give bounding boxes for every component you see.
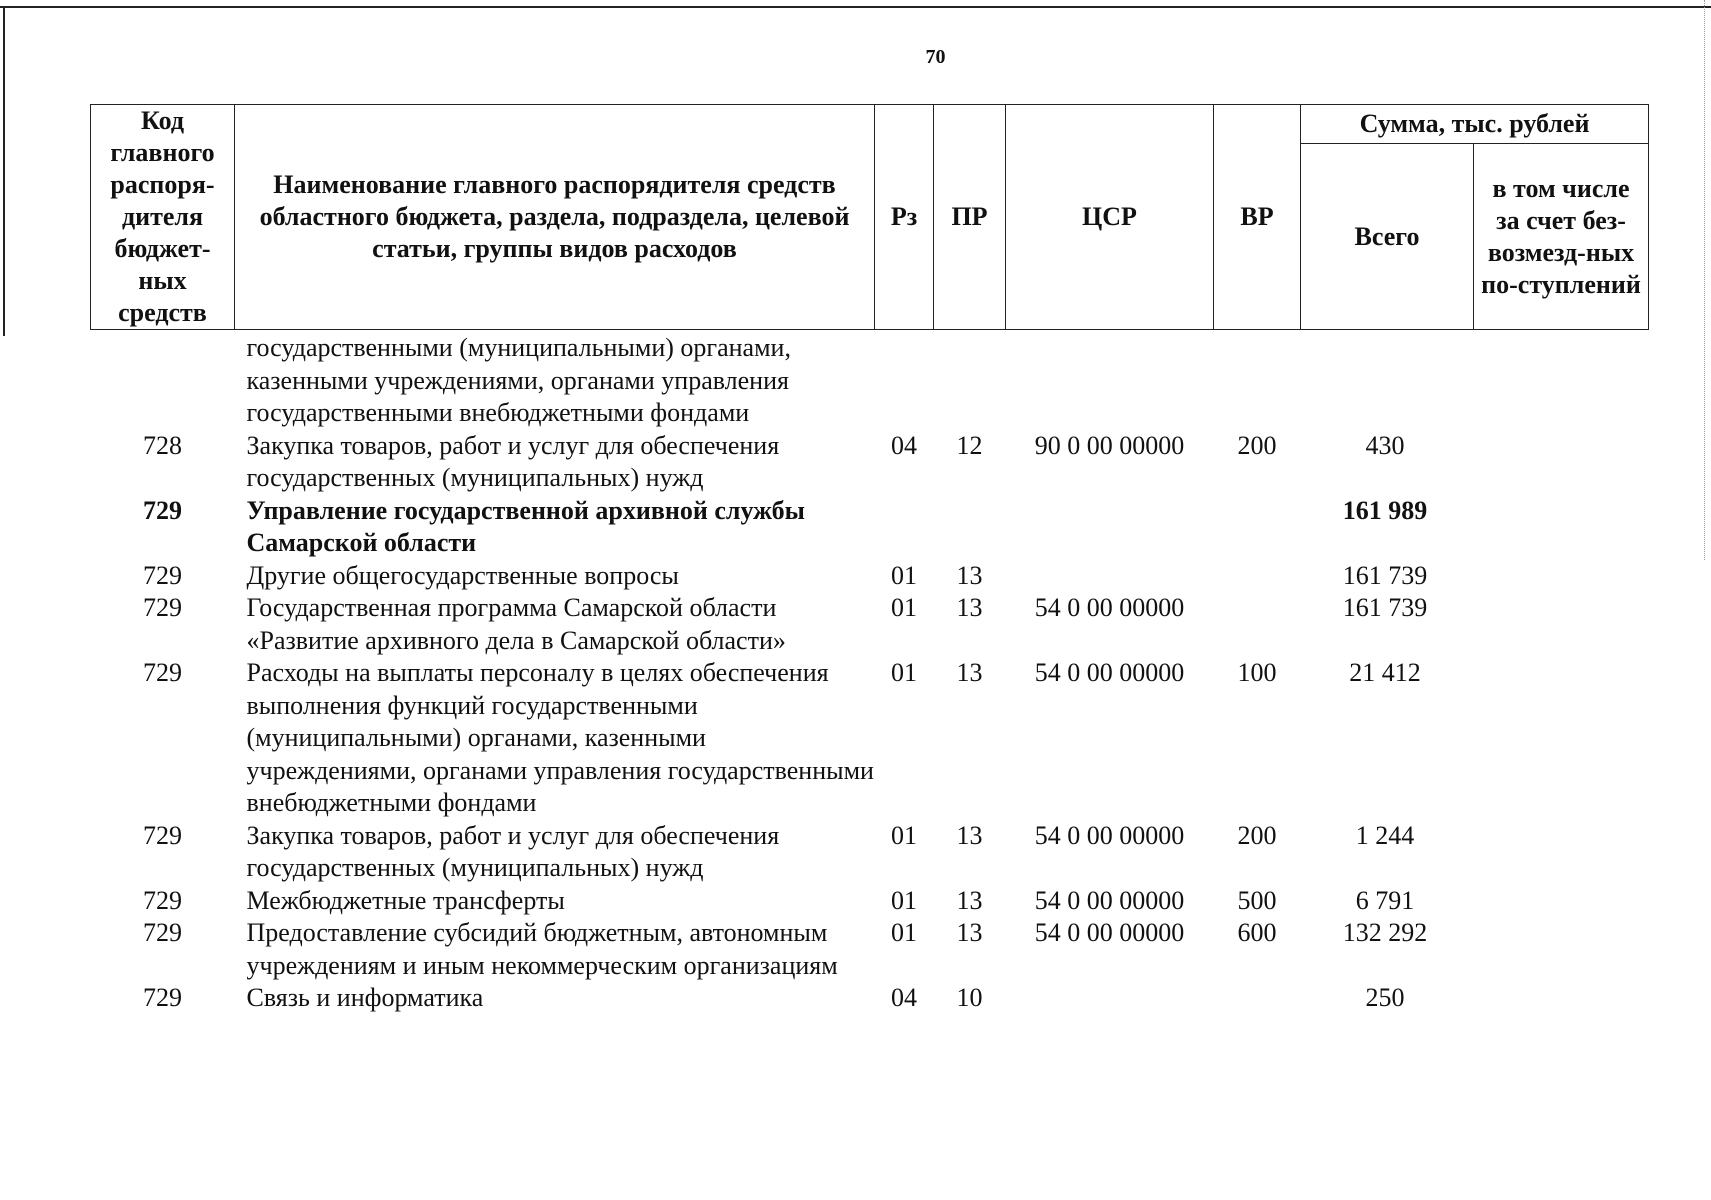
cell-name: Закупка товаров, работ и услуг для обеспечения государственных (муниципальных) нужд: [246, 820, 780, 882]
cell-incl: [1474, 330, 1649, 430]
scan-border-right: [1704, 0, 1705, 560]
cell-total: 430: [1365, 430, 1405, 460]
cell-csr: 54 0 00 00000: [1034, 593, 1185, 622]
cell-pr: 13: [956, 658, 983, 687]
cell-incl: [1474, 917, 1649, 982]
cell-code: 728: [143, 430, 182, 460]
cell-csr: 54 0 00 00000: [1034, 885, 1185, 915]
cell-pr: 13: [956, 885, 983, 915]
cell-pr: 13: [956, 593, 983, 622]
header-sum-group: Сумма, тыс. рублей: [1301, 105, 1649, 144]
cell-vr: [1214, 495, 1301, 560]
cell-vr: [1214, 560, 1301, 593]
cell-vr: 200: [1237, 820, 1277, 850]
cell-pr: [934, 330, 1006, 430]
cell-rz: [875, 495, 934, 560]
table-row: [91, 495, 1649, 560]
header-pr: ПР: [934, 105, 1006, 330]
cell-rz: 04: [891, 430, 917, 460]
cell-rz: 01: [891, 820, 917, 850]
cell-rz: [875, 330, 934, 430]
cell-total: 6 791: [1355, 885, 1415, 915]
header-code: Код главного распоря-дителя бюджет-ных средств: [91, 105, 235, 330]
cell-incl: [1474, 430, 1649, 495]
header-name: Наименование главного распорядителя средств областного бюджета, раздела, подраздела, целевой статьи, группы видов расходов: [235, 105, 875, 330]
cell-code: 729: [143, 885, 182, 915]
cell-vr: 200: [1237, 430, 1277, 460]
cell-rz: 01: [891, 560, 917, 590]
table-row: [91, 560, 1649, 593]
cell-name: Расходы на выплаты персоналу в целях обеспечения выполнения функций государственными (муниципальными) органами, казенными учреждениями, органами управления государственными внебюджетными фондами: [246, 658, 874, 817]
cell-name: Межбюджетные трансферты: [246, 885, 565, 915]
cell-pr: 13: [956, 820, 983, 850]
table-row: [91, 592, 1649, 657]
cell-pr: 13: [956, 560, 983, 590]
cell-total: 132 292: [1342, 918, 1428, 947]
cell-name: Управление государственной архивной службы Самарской области: [246, 495, 805, 557]
table-row: [91, 885, 1649, 918]
table-row: [91, 330, 1649, 430]
cell-total: 161 739: [1342, 560, 1428, 590]
cell-rz: 01: [891, 593, 917, 622]
cell-vr: [1214, 982, 1301, 1015]
header-vr: ВР: [1214, 105, 1301, 330]
table-row: [91, 820, 1649, 885]
cell-vr: 500: [1237, 885, 1277, 915]
cell-csr: [1006, 330, 1214, 430]
cell-code: 729: [143, 495, 182, 525]
cell-incl: [1474, 495, 1649, 560]
table-row: [91, 917, 1649, 982]
cell-total: 161 739: [1342, 593, 1428, 622]
cell-vr: 600: [1237, 918, 1277, 947]
header-total: Всего: [1301, 144, 1474, 330]
table-row: [91, 982, 1649, 1015]
cell-code: 729: [143, 820, 182, 850]
cell-total: 161 989: [1342, 495, 1428, 525]
cell-rz: 01: [891, 918, 917, 947]
cell-csr: 54 0 00 00000: [1034, 820, 1185, 850]
cell-csr: 90 0 00 00000: [1034, 430, 1185, 460]
cell-vr: [1214, 330, 1301, 430]
cell-csr: [1006, 560, 1214, 593]
cell-rz: 04: [891, 983, 917, 1012]
table-row: [91, 430, 1649, 495]
cell-code: 729: [143, 593, 182, 622]
cell-rz: 01: [891, 885, 917, 915]
cell-code: 729: [143, 983, 182, 1012]
cell-total: 1 244: [1355, 820, 1415, 850]
cell-incl: [1474, 885, 1649, 918]
cell-code: 729: [143, 658, 182, 687]
cell-pr: 12: [956, 430, 983, 460]
cell-name: Государственная программа Самарской области «Развитие архивного дела в Самарской области»: [246, 593, 786, 655]
cell-total: [1301, 330, 1474, 430]
cell-csr: [1006, 495, 1214, 560]
cell-code: 729: [143, 560, 182, 590]
header-rz: Рз: [875, 105, 934, 330]
cell-name: Другие общегосударственные вопросы: [246, 560, 679, 590]
cell-name: Предоставление субсидий бюджетным, автономным учреждениям и иным некоммерческим организациям: [246, 918, 838, 980]
cell-csr: 54 0 00 00000: [1034, 918, 1185, 947]
header-incl: в том числе за счет без-возмезд-ных по-ступлений: [1474, 144, 1649, 330]
cell-total: 250: [1365, 983, 1405, 1012]
cell-name: Закупка товаров, работ и услуг для обеспечения государственных (муниципальных) нужд: [246, 430, 780, 492]
table-body: [91, 330, 1649, 1015]
cell-vr: [1214, 592, 1301, 657]
cell-name: Связь и информатика: [246, 983, 484, 1012]
cell-csr: 54 0 00 00000: [1034, 658, 1185, 687]
cell-pr: 10: [956, 983, 983, 1012]
cell-incl: [1474, 560, 1649, 593]
cell-code: [91, 330, 235, 430]
cell-pr: [934, 495, 1006, 560]
cell-name: государственными (муниципальными) органами, казенными учреждениями, органами управления государственными внебюджетными фондами: [246, 333, 791, 427]
cell-rz: 01: [891, 658, 917, 687]
table-row: [91, 657, 1649, 820]
table-header: [91, 105, 1649, 330]
page-number: 70: [925, 46, 946, 68]
header-csr: ЦСР: [1006, 105, 1214, 330]
cell-vr: 100: [1237, 658, 1277, 687]
cell-incl: [1474, 592, 1649, 657]
cell-pr: 13: [956, 918, 983, 947]
cell-incl: [1474, 820, 1649, 885]
scan-border-top: [0, 6, 1711, 8]
cell-incl: [1474, 657, 1649, 820]
cell-csr: [1006, 982, 1214, 1015]
cell-incl: [1474, 982, 1649, 1015]
cell-total: 21 412: [1349, 658, 1421, 687]
budget-table: [90, 104, 1649, 1015]
cell-code: 729: [143, 918, 182, 947]
